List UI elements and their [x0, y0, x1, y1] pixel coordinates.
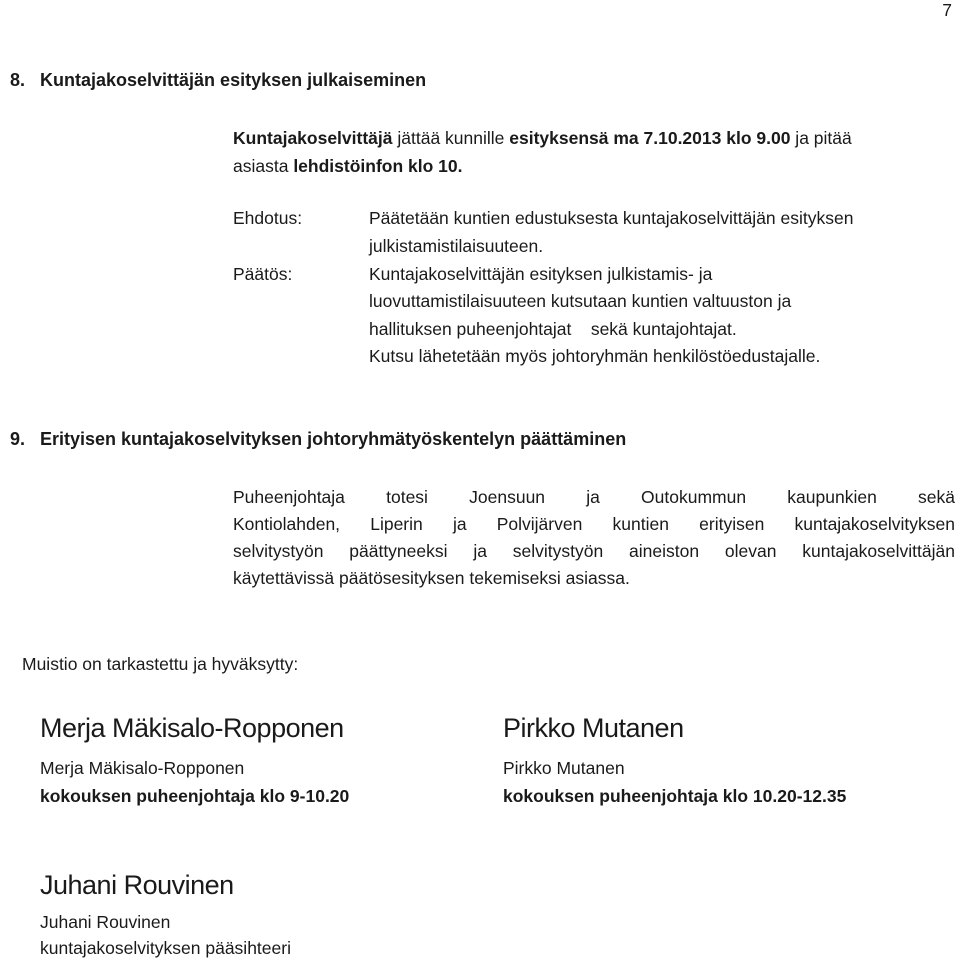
- approval-statement: Muistio on tarkastettu ja hyväksytty:: [22, 654, 299, 674]
- intro-bold-6: lehdistöinfon klo 10.: [293, 156, 463, 176]
- intro-bold-3: esityksensä ma 7.10.2013 klo 9.00: [509, 128, 791, 148]
- intro-text-5: asiasta: [233, 156, 294, 176]
- decision-line: hallituksen puheenjohtajat sekä kuntajohtajat.: [369, 319, 737, 339]
- proposal-line: julkistamistilaisuuteen.: [369, 236, 544, 256]
- section8-intro-line1: [233, 124, 852, 153]
- section9-number: 9.: [10, 429, 26, 449]
- proposal-line: Päätetään kuntien edustuksesta kuntajakoselvittäjän esityksen: [369, 208, 854, 228]
- signature-1: Merja Mäkisalo-Ropponen: [40, 713, 344, 743]
- intro-bold-1: Kuntajakoselvittäjä: [233, 128, 393, 148]
- decision-line: Kutsu lähetetään myös johtoryhmän henkilöstöedustajalle.: [369, 346, 821, 366]
- signer-role-2: kokouksen puheenjohtaja klo 10.20-12.35: [503, 786, 847, 806]
- signer-name-2: Pirkko Mutanen: [503, 758, 625, 778]
- section8-title: Kuntajakoselvittäjän esityksen julkaiseminen: [40, 70, 427, 90]
- section9-title: Erityisen kuntajakoselvityksen johtoryhmätyöskentelyn päättäminen: [40, 429, 627, 449]
- signer-name-3: Juhani Rouvinen: [40, 912, 171, 932]
- proposal-label: Ehdotus:: [233, 208, 303, 228]
- signer-name-1: Merja Mäkisalo-Ropponen: [40, 758, 245, 778]
- section9-paragraph-line: selvitystyön päättyneeksi ja selvitystyön aineiston olevan kuntajakoselvittäjän: [233, 541, 955, 561]
- decision-line: Kuntajakoselvittäjän esityksen julkistamis- ja: [369, 264, 713, 284]
- decision-line: luovuttamistilaisuuteen kutsutaan kuntien valtuuston ja: [369, 291, 792, 311]
- signer-role-3: kuntajakoselvityksen pääsihteeri: [40, 938, 291, 958]
- section8-number: 8.: [10, 70, 26, 90]
- signature-2: Pirkko Mutanen: [503, 713, 684, 743]
- intro-text-4: ja pitää: [790, 128, 852, 148]
- decision-label: Päätös:: [233, 264, 293, 284]
- section8-intro-line2: [233, 152, 463, 181]
- signer-role-1: kokouksen puheenjohtaja klo 9-10.20: [40, 786, 350, 806]
- section9-paragraph-line: Kontiolahden, Liperin ja Polvijärven kuntien erityisen kuntajakoselvityksen: [233, 514, 955, 534]
- page-number: 7: [942, 0, 952, 20]
- signature-3: Juhani Rouvinen: [40, 870, 234, 900]
- section9-paragraph-line: käytettävissä päätösesityksen tekemiseksi asiassa.: [233, 568, 630, 588]
- section9-paragraph-line: Puheenjohtaja totesi Joensuun ja Outokummun kaupunkien sekä: [233, 487, 955, 507]
- intro-text-2: jättää kunnille: [392, 128, 510, 148]
